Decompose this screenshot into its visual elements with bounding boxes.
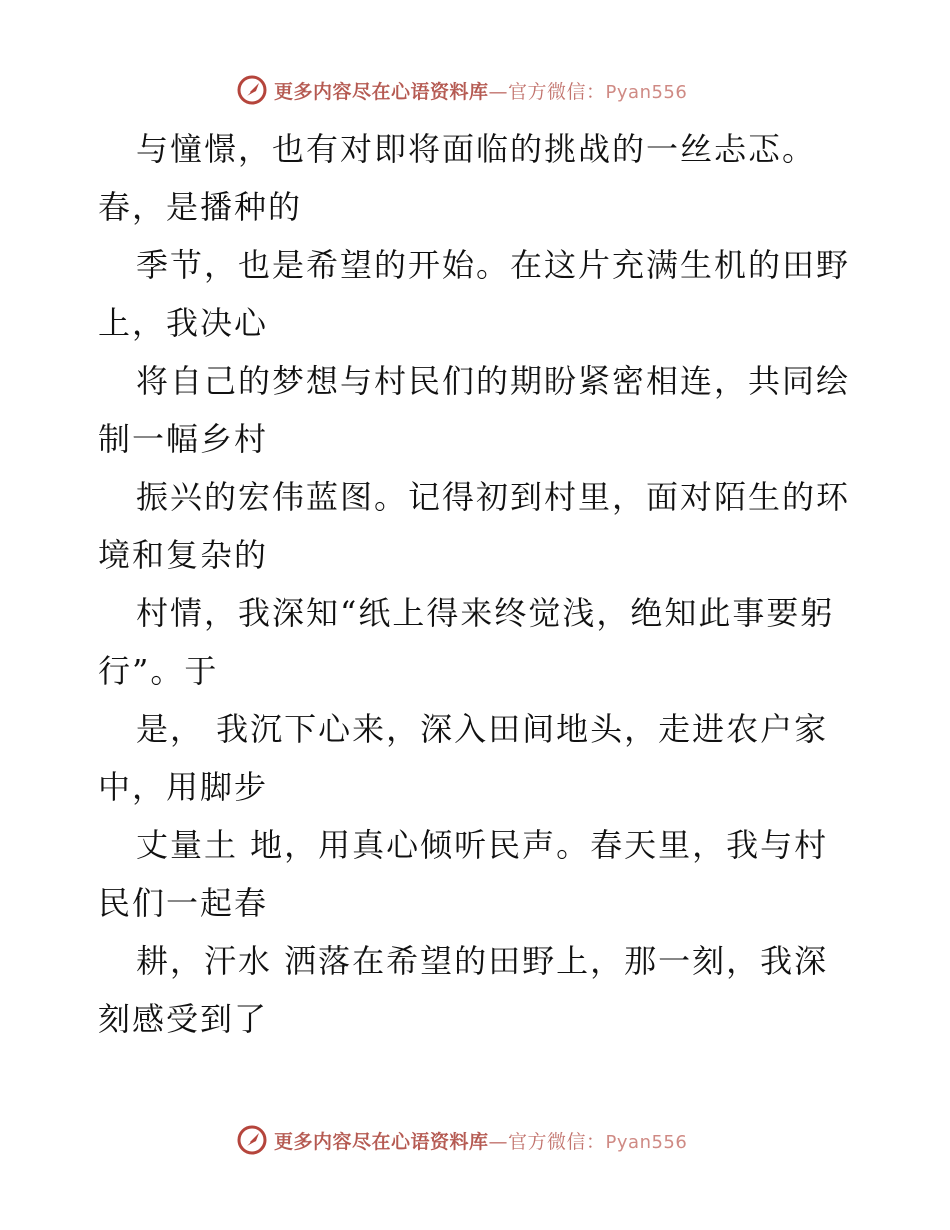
watermark-id: Pyan556 [605, 81, 688, 103]
watermark-brand: 更多内容尽在心语资料库 [274, 1130, 489, 1153]
watermark-label: 官方微信： [508, 80, 606, 103]
text-line: 中，用脚步 [98, 768, 269, 806]
text-line: 刻感受到了 [98, 1000, 269, 1038]
body-text [98, 120, 868, 1048]
text-line: 上，我决心 [98, 304, 269, 342]
watermark-dash: — [488, 80, 509, 103]
quill-logo-icon [236, 1124, 268, 1156]
watermark-label: 官方微信： [508, 1130, 606, 1153]
watermark-text [274, 77, 687, 104]
text-line: 季节，也是希望的开始。在这片充满生机的田野 [136, 246, 851, 284]
watermark-dash: — [488, 1130, 509, 1153]
footer-watermark [236, 1122, 687, 1158]
text-line: 与憧憬，也有对即将面临的挑战的一丝忐忑。 [136, 130, 817, 168]
text-line: 境和复杂的 [98, 536, 269, 574]
text-line: 将自己的梦想与村民们的期盼紧密相连，共同绘 [136, 362, 851, 400]
text-line: 民们一起春 [98, 884, 269, 922]
text-line: 丈量土 地，用真心倾听民声。春天里，我与村 [136, 826, 829, 864]
text-line: 村情，我深知“纸上得来终觉浅，绝知此事要躬 [136, 594, 835, 632]
text-line: 行”。于 [98, 652, 219, 690]
watermark-text [274, 1127, 687, 1154]
text-line: 振兴的宏伟蓝图。记得初到村里，面对陌生的环 [136, 478, 851, 516]
text-line: 制一幅乡村 [98, 420, 269, 458]
text-line: 是， 我沉下心来，深入田间地头，走进农户家 [136, 710, 829, 748]
text-line: 春，是播种的 [98, 188, 303, 226]
quill-logo-icon [236, 74, 268, 106]
header-watermark [236, 72, 687, 108]
watermark-id: Pyan556 [605, 1131, 688, 1153]
watermark-brand: 更多内容尽在心语资料库 [274, 80, 489, 103]
text-line: 耕，汗水 洒落在希望的田野上，那一刻，我深 [136, 942, 829, 980]
